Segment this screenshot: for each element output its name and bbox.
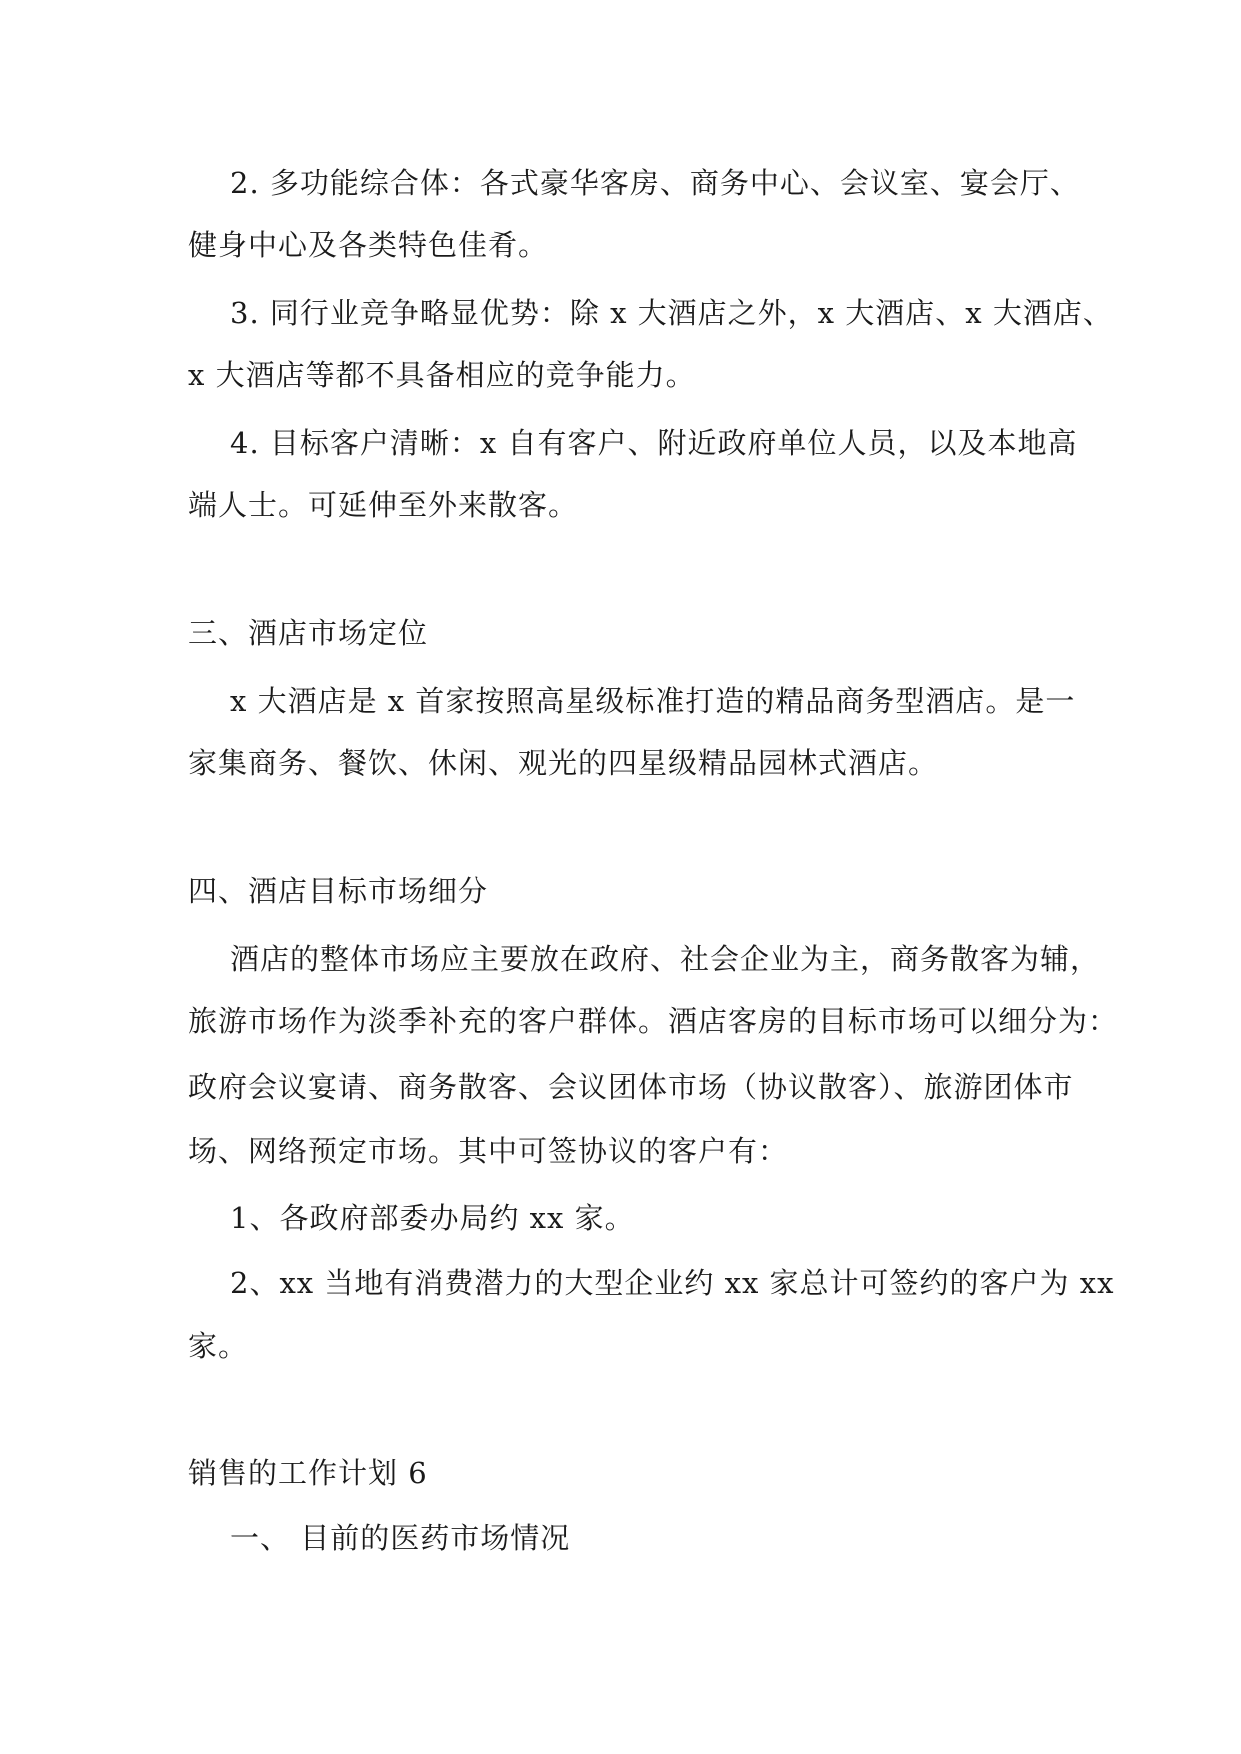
- paragraph-line: 2. 多功能综合体：各式豪华客房、商务中心、会议室、宴会厅、: [230, 166, 1080, 200]
- paragraph-line: 4. 目标客户清晰：x 自有客户、附近政府单位人员，以及本地高: [230, 426, 1078, 460]
- paragraph-line: 端人士。可延伸至外来散客。: [188, 488, 579, 522]
- list-item: 1、各政府部委办局约 xx 家。: [230, 1201, 635, 1235]
- paragraph-line: x 大酒店是 x 首家按照高星级标准打造的精品商务型酒店。是一: [230, 684, 1076, 718]
- paragraph-line: 健身中心及各类特色佳肴。: [188, 228, 549, 262]
- paragraph-line: 旅游市场作为淡季补充的客户群体。酒店客房的目标市场可以细分为：: [188, 1004, 1119, 1038]
- section-heading: 三、酒店市场定位: [188, 616, 429, 650]
- paragraph-line: 酒店的整体市场应主要放在政府、社会企业为主，商务散客为辅，: [230, 942, 1101, 976]
- paragraph-line: 政府会议宴请、商务散客、会议团体市场（协议散客）、旅游团体市: [188, 1070, 1074, 1104]
- paragraph-line: 家。: [188, 1329, 249, 1363]
- paragraph-line: 家集商务、餐饮、休闲、观光的四星级精品园林式酒店。: [188, 746, 939, 780]
- document-heading: 销售的工作计划 6: [188, 1456, 428, 1490]
- list-item: 2、xx 当地有消费潜力的大型企业约 xx 家总计可签约的客户为 xx: [230, 1266, 1115, 1300]
- section-heading: 一、 目前的医药市场情况: [230, 1521, 571, 1555]
- section-heading: 四、酒店目标市场细分: [188, 874, 489, 908]
- paragraph-line: x 大酒店等都不具备相应的竞争能力。: [188, 358, 696, 392]
- paragraph-line: 场、网络预定市场。其中可签协议的客户有：: [188, 1134, 789, 1168]
- paragraph-line: 3. 同行业竞争略显优势：除 x 大酒店之外，x 大酒店、x 大酒店、: [230, 296, 1113, 330]
